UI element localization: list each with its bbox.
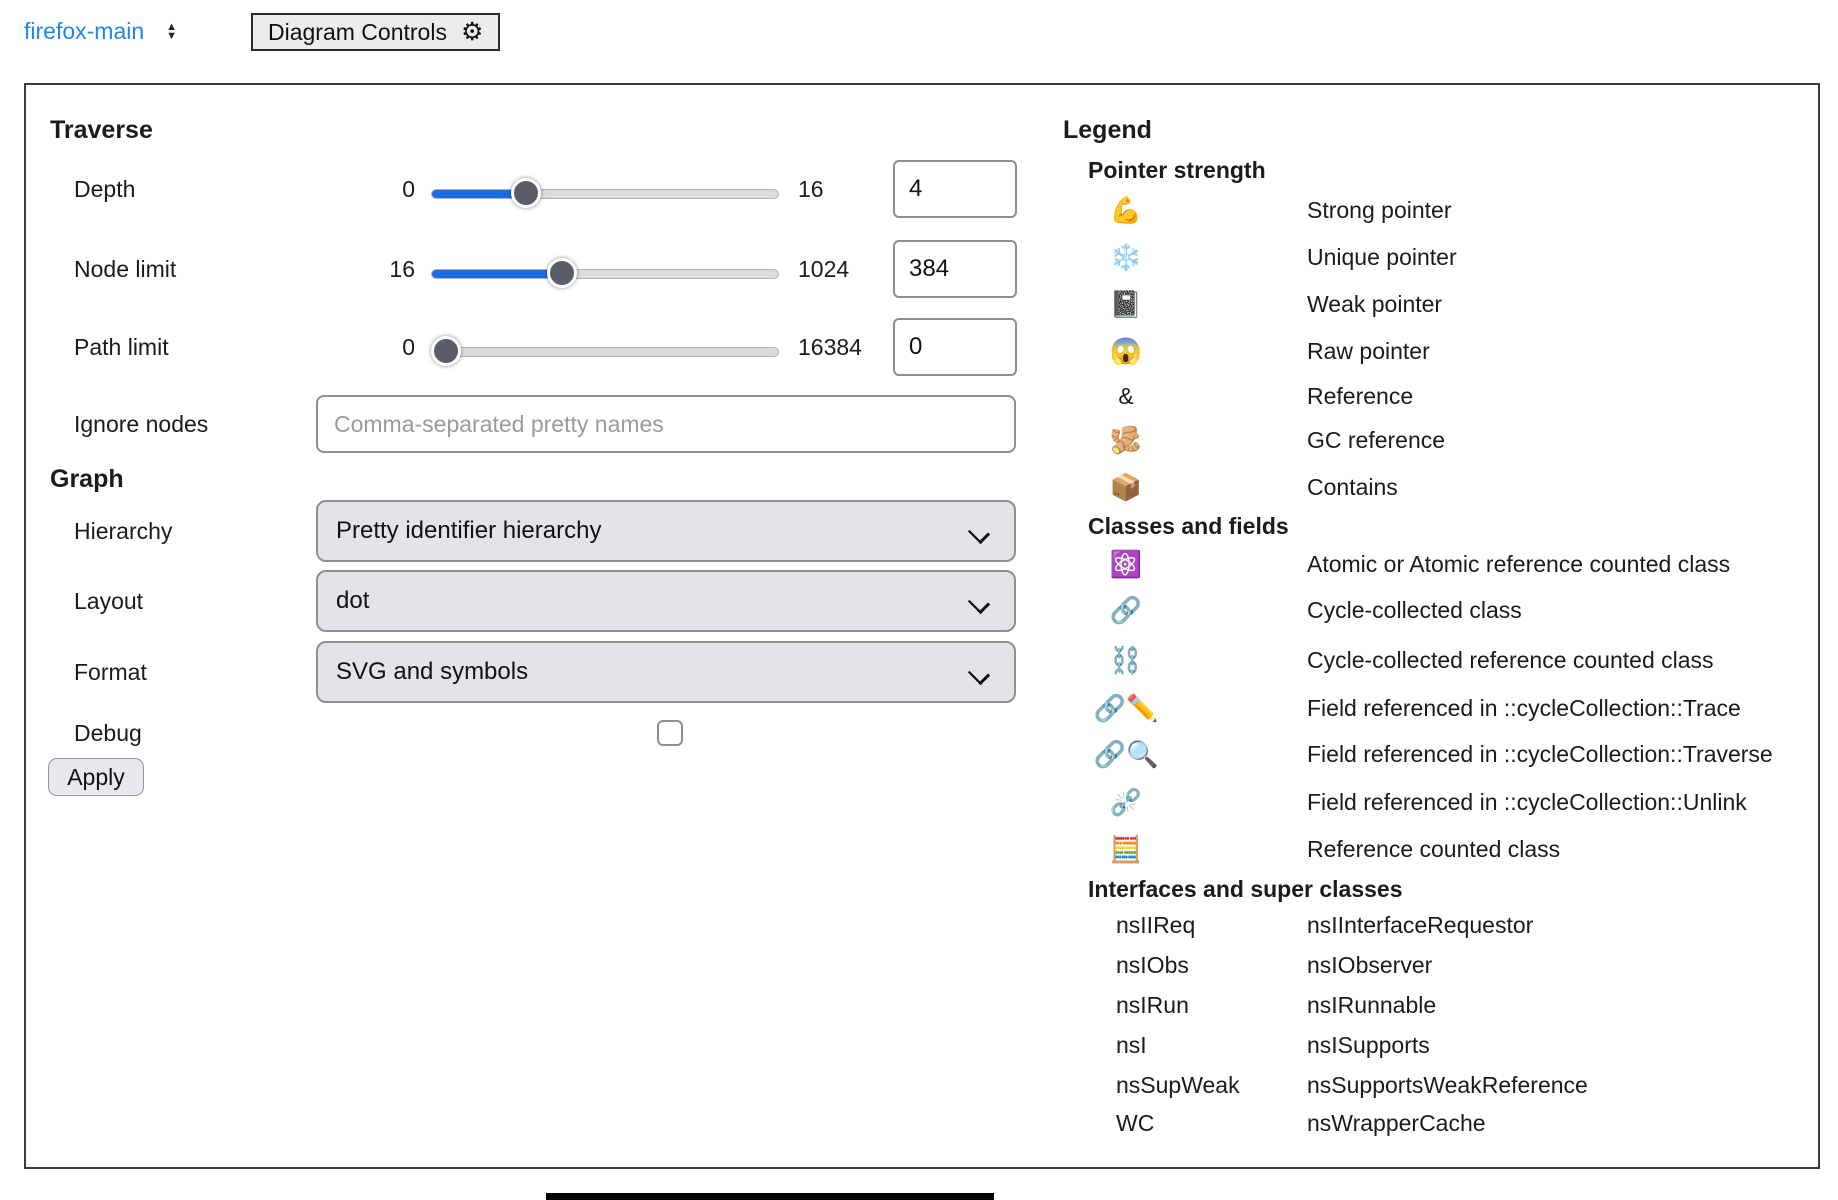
link-magnifier-icon: 🔗🔍 — [1093, 739, 1159, 769]
link-icon: 🔗 — [1109, 595, 1143, 625]
link-pencil-icon: 🔗✏️ — [1093, 693, 1159, 723]
depth-slider-thumb[interactable] — [511, 178, 541, 208]
path-limit-slider[interactable] — [431, 332, 779, 372]
ampersand-icon: & — [1118, 383, 1134, 409]
chevron-down-icon — [968, 592, 990, 614]
workspace-select[interactable] — [24, 18, 177, 45]
gear-icon: ⚙ — [460, 17, 484, 46]
screaming-face-icon: 😱 — [1109, 336, 1143, 366]
workspace-select-value[interactable]: firefox-main — [24, 18, 145, 44]
legend-section-classes-and-fields: Classes and fields — [1088, 513, 1289, 539]
ignore-nodes-input[interactable] — [316, 395, 1016, 453]
depth-min: 0 — [402, 176, 415, 202]
debug-checkbox[interactable] — [657, 720, 683, 746]
atom-symbol-icon: ⚛️ — [1109, 549, 1143, 579]
diagram-controls-label: Diagram Controls — [268, 18, 447, 45]
snowflake-icon: ❄️ — [1109, 242, 1143, 272]
node-limit-label: Node limit — [74, 256, 177, 282]
path-limit-slider-thumb[interactable] — [431, 336, 461, 366]
depth-label: Depth — [74, 176, 136, 202]
diagram-top-edge — [546, 1193, 994, 1200]
broken-chain-icon: ⛓️‍💥 — [1109, 787, 1143, 817]
path-limit-label: Path limit — [74, 334, 169, 360]
node-limit-slider[interactable] — [431, 254, 779, 294]
select-updown-icon: ▲ ▼ — [166, 20, 178, 42]
node-limit-input[interactable] — [893, 240, 1017, 298]
path-limit-slider-track[interactable] — [431, 347, 779, 357]
path-limit-input[interactable] — [893, 318, 1017, 376]
depth-slider-track[interactable] — [431, 189, 779, 199]
hierarchy-select[interactable] — [316, 500, 1016, 562]
path-limit-max: 16384 — [798, 334, 862, 360]
node-limit-max: 1024 — [798, 256, 850, 282]
depth-max: 16 — [798, 176, 824, 202]
node-limit-slider-track[interactable] — [431, 269, 779, 279]
legend-section-pointer-strength: Pointer strength — [1088, 157, 1266, 183]
legend-section-interfaces: Interfaces and super classes — [1088, 876, 1403, 902]
path-limit-min: 0 — [402, 334, 415, 360]
format-select-value: SVG and symbols — [336, 658, 529, 685]
node-limit-slider-thumb[interactable] — [547, 258, 577, 288]
abacus-icon: 🧮 — [1109, 834, 1143, 864]
layout-select-value: dot — [336, 587, 370, 614]
notebook-icon: 📓 — [1109, 289, 1143, 319]
debug-label: Debug — [74, 720, 142, 746]
chevron-down-icon — [968, 663, 990, 685]
chevron-down-icon — [968, 522, 990, 544]
format-label: Format — [74, 659, 147, 685]
layout-select[interactable] — [316, 570, 1016, 632]
layout-label: Layout — [74, 588, 144, 614]
diagram-controls-button[interactable] — [251, 13, 500, 51]
chains-icon: ⛓️ — [1109, 645, 1143, 675]
depth-input[interactable] — [893, 160, 1017, 218]
depth-slider[interactable] — [431, 174, 779, 214]
hierarchy-select-value: Pretty identifier hierarchy — [336, 517, 602, 544]
ginger-root-icon: 🫚 — [1109, 425, 1143, 455]
legend-heading: Legend — [1063, 116, 1152, 144]
hierarchy-label: Hierarchy — [74, 518, 173, 544]
format-select[interactable] — [316, 641, 1016, 703]
graph-heading: Graph — [50, 465, 124, 493]
package-icon: 📦 — [1109, 472, 1143, 502]
ignore-nodes-label: Ignore nodes — [74, 411, 209, 437]
apply-button[interactable]: Apply — [48, 758, 144, 796]
node-limit-min: 16 — [389, 256, 415, 282]
flexed-biceps-icon: 💪 — [1109, 195, 1143, 225]
traverse-heading: Traverse — [50, 116, 153, 144]
